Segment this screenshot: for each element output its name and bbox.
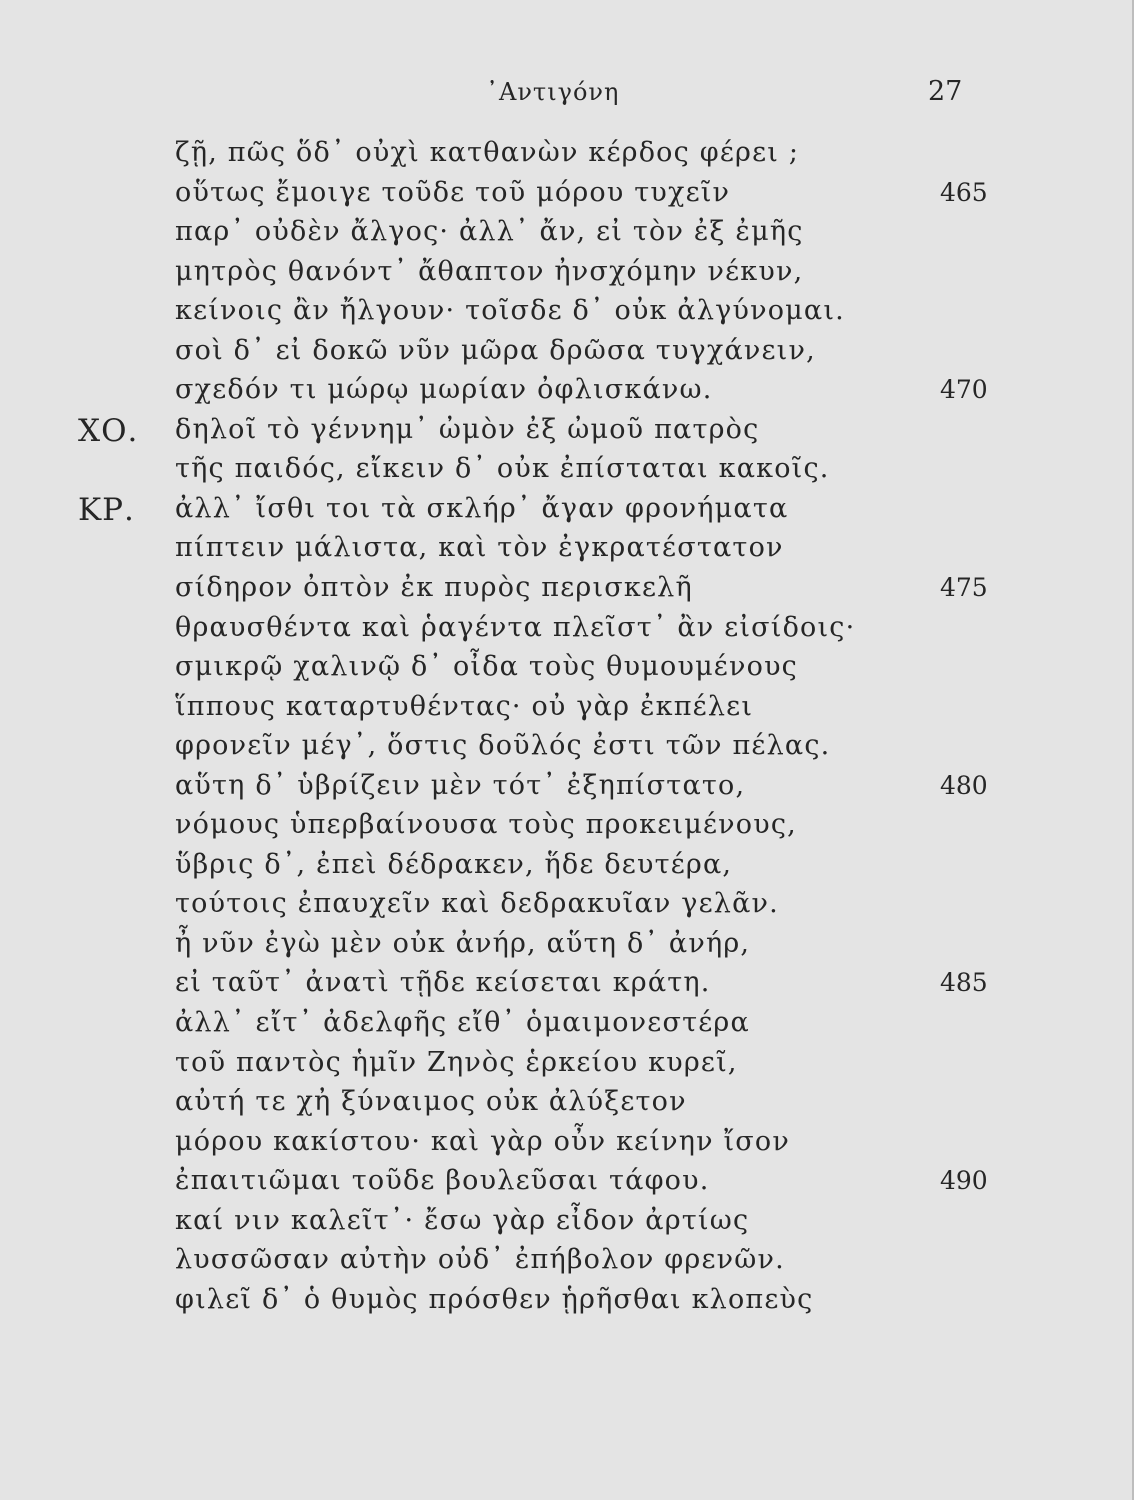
verse-text: τούτοις ἐπαυχεῖν καὶ δεδρακυῖαν γελᾶν.	[175, 888, 779, 920]
verse-text: τῆς παιδός, εἴκειν δ᾿ οὐκ ἐπίσταται κακοῖς.	[175, 453, 830, 485]
page-number: 27	[928, 76, 963, 107]
verse-line	[0, 1081, 1134, 1121]
verse-text: αὐτή τε χἠ ξύναιμος οὐκ ἀλύξετον	[175, 1086, 687, 1118]
line-number: 475	[940, 573, 988, 603]
verse-text: μόρου κακίστου· καὶ γὰρ οὖν κείνην ἴσον	[175, 1125, 790, 1157]
verse-line	[0, 1239, 1134, 1279]
verse-line	[0, 527, 1134, 567]
verse-line	[0, 251, 1134, 291]
verse-line	[0, 1042, 1134, 1082]
verse-text: ἵππους καταρτυθέντας· οὐ γὰρ ἐκπέλει	[175, 690, 754, 722]
verse-text: εἰ ταῦτ᾿ ἀνατὶ τῇδε κείσεται κράτη.	[175, 967, 711, 999]
verse-line	[0, 1002, 1134, 1042]
verse-line	[0, 725, 1134, 765]
verse-line	[0, 448, 1134, 488]
verse-line	[0, 172, 1134, 212]
verse-text: ἀλλ᾿ εἴτ᾿ ἀδελφῆς εἴθ᾿ ὁμαιμονεστέρα	[175, 1007, 750, 1039]
verse-text: πίπτειν μάλιστα, καὶ τὸν ἐγκρατέστατον	[175, 532, 784, 564]
verse-text: θραυσθέντα καὶ ῥαγέντα πλεῖστ᾿ ἂν εἰσίδοις·	[175, 611, 856, 643]
verse-text: οὕτως ἔμοιγε τοῦδε τοῦ μόρου τυχεῖν	[175, 176, 731, 208]
verse-text: ἐπαιτιῶμαι τοῦδε βουλεῦσαι τάφου.	[175, 1165, 710, 1197]
verse-text: φρονεῖν μέγ᾿, ὅστις δοῦλός ἐστι τῶν πέλας.	[175, 730, 831, 762]
speaker-label: ΚΡ.	[78, 491, 135, 528]
verse-line	[0, 883, 1134, 923]
verse-text: μητρὸς θανόντ᾿ ἄθαπτον ἠνσχόμην νέκυν,	[175, 255, 804, 287]
verse-text: ἀλλ᾿ ἴσθι τοι τὰ σκλήρ᾿ ἄγαν φρονήματα	[175, 492, 789, 524]
line-number: 490	[940, 1166, 988, 1196]
verse-text: καί νιν καλεῖτ᾿· ἔσω γὰρ εἶδον ἀρτίως	[175, 1204, 750, 1236]
verse-line	[0, 290, 1134, 330]
line-number: 485	[940, 968, 988, 998]
line-number: 480	[940, 770, 988, 800]
verse-text: λυσσῶσαν αὐτὴν οὐδ᾿ ἐπήβολον φρενῶν.	[175, 1244, 785, 1276]
verse-line	[0, 211, 1134, 251]
verse-text: σοὶ δ᾿ εἰ δοκῶ νῦν μῶρα δρῶσα τυγχάνειν,	[175, 334, 816, 366]
verse-line	[0, 686, 1134, 726]
verse-line	[0, 369, 1134, 409]
verse-line	[0, 923, 1134, 963]
verse-line	[0, 962, 1134, 1002]
verse-text: σίδηρον ὀπτὸν ἐκ πυρὸς περισκελῆ	[175, 572, 693, 604]
verse-text: τοῦ παντὸς ἡμῖν Ζηνὸς ἑρκείου κυρεῖ,	[175, 1046, 738, 1078]
line-number: 465	[940, 177, 988, 207]
verse-line	[0, 804, 1134, 844]
verse-text: δηλοῖ τὸ γέννημ᾿ ὠμὸν ἐξ ὠμοῦ πατρὸς	[175, 413, 760, 445]
verse-text: κείνοις ἂν ἤλγουν· τοῖσδε δ᾿ οὐκ ἀλγύνομαι.	[175, 295, 845, 327]
verse-text: φιλεῖ δ᾿ ὁ θυμὸς πρόσθεν ᾑρῆσθαι κλοπεὺς	[175, 1283, 814, 1315]
verse-line	[0, 132, 1134, 172]
verse-line	[0, 1200, 1134, 1240]
speaker-label: ΧΟ.	[78, 412, 139, 449]
verse-line	[0, 607, 1134, 647]
verse-line	[0, 646, 1134, 686]
verse-line	[0, 1160, 1134, 1200]
verse-line	[0, 765, 1134, 805]
verse-text: σχεδόν τι μώρῳ μωρίαν ὀφλισκάνω.	[175, 374, 713, 406]
verse-line	[0, 1279, 1134, 1319]
verse-line	[0, 330, 1134, 370]
verse-line	[0, 844, 1134, 884]
line-number: 470	[940, 375, 988, 405]
running-title: ᾿Αντιγόνη	[486, 78, 620, 106]
verse-text: σμικρῷ χαλινῷ δ᾿ οἶδα τοὺς θυμουμένους	[175, 651, 799, 683]
verse-text: ἦ νῦν ἐγὼ μὲν οὐκ ἀνήρ, αὕτη δ᾿ ἀνήρ,	[175, 927, 751, 959]
verse-block	[0, 132, 1134, 1318]
verse-line	[0, 567, 1134, 607]
verse-text: νόμους ὑπερβαίνουσα τοὺς προκειμένους,	[175, 809, 797, 841]
verse-text: ὕβρις δ᾿, ἐπεὶ δέδρακεν, ἥδε δευτέρα,	[175, 848, 733, 880]
verse-text: ζῇ, πῶς ὅδ᾿ οὐχὶ κατθανὼν κέρδος φέρει ;	[175, 137, 800, 168]
verse-text: παρ᾿ οὐδὲν ἄλγος· ἀλλ᾿ ἄν, εἰ τὸν ἐξ ἐμῆς	[175, 216, 804, 248]
verse-line	[0, 488, 1134, 528]
verse-line	[0, 409, 1134, 449]
verse-text: αὕτη δ᾿ ὑβρίζειν μὲν τότ᾿ ἐξηπίστατο,	[175, 769, 746, 801]
verse-line	[0, 1121, 1134, 1161]
